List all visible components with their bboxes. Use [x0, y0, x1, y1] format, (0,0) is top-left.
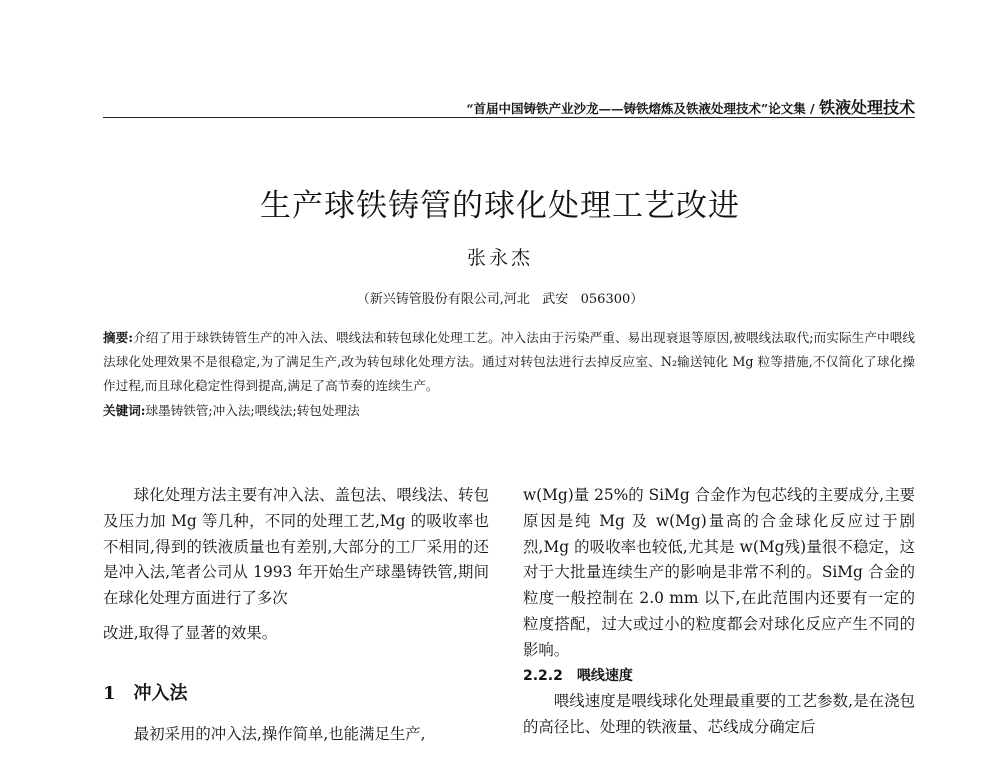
keywords	[103, 399, 915, 423]
left-paragraph-2: 最初采用的冲入法,操作简单,也能满足生产,	[133, 725, 426, 743]
left-column	[103, 483, 489, 647]
header-rule	[103, 117, 915, 118]
right-column	[523, 483, 915, 741]
article-author: 张永杰	[466, 247, 533, 269]
keywords-text: 球墨铸铁管;冲入法;喂线法;转包处理法	[145, 403, 360, 418]
subsection-heading	[523, 664, 915, 690]
section-1-number: 1	[103, 683, 116, 704]
left-paragraph-1: 球化处理方法主要有冲入法、盖包法、喂线法、转包及压力加 Mg 等几种，不同的处理工艺,Mg 的吸收率也不相同,得到的铁液质量也有差别,大部分的工厂采用的还是冲入法,笔者公司从 1993 年开始生产球墨铸铁管,期间在球化处理方面进行了多次	[103, 486, 489, 608]
running-head-title: “首届中国铸铁产业沙龙——铸铁熔炼及铁液处理技术”论文集 /	[466, 101, 819, 116]
keywords-label: 关键词:	[103, 403, 146, 418]
abstract-label: 摘要:	[103, 330, 134, 345]
article-affiliation: （新兴铸管股份有限公司,河北 武安 056300）	[356, 292, 644, 307]
right-paragraph-2: 喂线速度是喂线球化处理最重要的工艺参数,是在浇包的高径比、处理的铁液量、芯线成分确定后	[523, 692, 915, 737]
section-1-heading	[103, 679, 188, 705]
left-paragraph-1-end: 改进,取得了显著的效果。	[103, 623, 278, 642]
running-head	[103, 95, 915, 118]
subsection-number: 2.2.2	[523, 667, 563, 684]
left-column-lower	[103, 722, 489, 748]
article-title: 生产球铁铸管的球化处理工艺改进	[260, 188, 740, 224]
right-paragraph-1: w(Mg)量 25%的 SiMg 合金作为包芯线的主要成分,主要原因是纯 Mg 及 w(Mg)量高的合金球化反应过于剧烈,Mg 的吸收率也较低,尤其是 w(Mg残)量很不稳定，这对于大批量连续生产的影响是非常不利的。SiMg 合金的粒度一般控制在 2.0 mm 以下,在此范围内还要有一定的粒度搭配，过大或过小的粒度都会对球化反应产生不同的影响。	[523, 486, 915, 659]
abstract	[103, 326, 915, 398]
subsection-title: 喂线速度	[576, 667, 633, 684]
section-1-title: 冲入法	[133, 683, 188, 704]
running-head-series: 铁液处理技术	[818, 98, 915, 117]
abstract-text: 介绍了用于球铁铸管生产的冲入法、喂线法和转包球化处理工艺。冲入法由于污染严重、易出现衰退等原因,被喂线法取代;而实际生产中喂线法球化处理效果不是很稳定,为了满足生产,改为转包球化处理方法。通过对转包法进行去掉反应室、N₂输送钝化 Mg 粒等措施,不仅简化了球化操作过程,而且球化稳定性得到提高,满足了高节奏的连续生产。	[103, 330, 915, 393]
